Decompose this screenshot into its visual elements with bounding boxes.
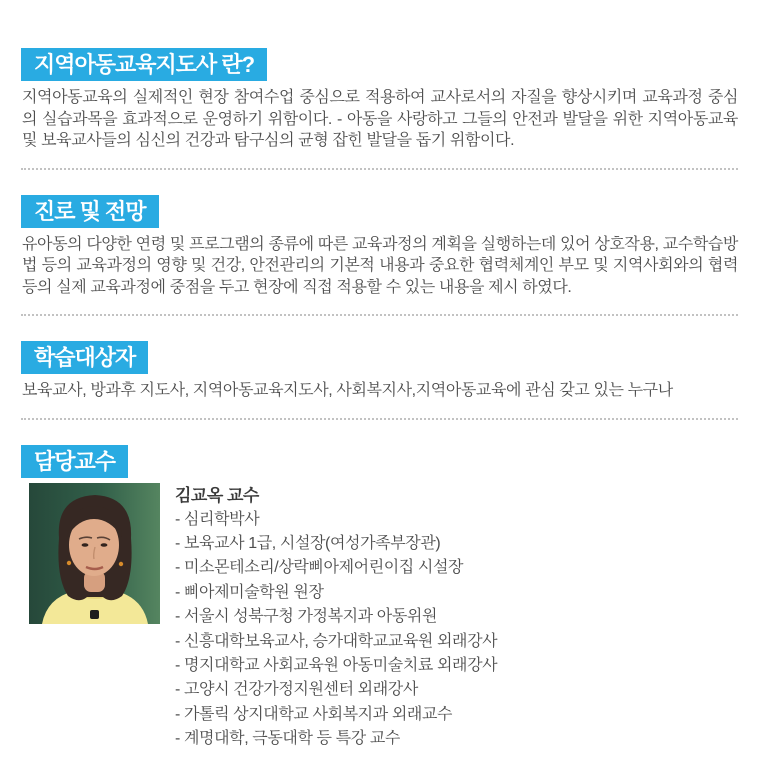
professor-profile	[29, 483, 738, 752]
section-title-course-intro: 지역아동교육지도사 란?	[21, 48, 267, 81]
section-body-target-learners: 보육교사, 방과후 지도사, 지역아동교육지도사, 사회복지사,지역아동교육에 관심 갖고 있는 누구나	[22, 382, 673, 399]
credential-item: - 심리학박사	[175, 510, 260, 528]
section-target-learners	[21, 341, 738, 420]
credential-item: - 서울시 성북구청 가정복지과 아동위원	[175, 608, 438, 626]
dotted-divider	[21, 418, 738, 420]
dotted-divider	[21, 168, 738, 170]
professor-info	[175, 483, 497, 752]
section-title-career-outlook: 진로 및 전망	[21, 195, 159, 228]
credential-item: - 계명대학, 극동대학 등 특강 교수	[175, 730, 400, 748]
professor-photo	[29, 483, 160, 624]
credential-item: - 보육교사 1급, 시설장(여성가족부장관)	[175, 534, 441, 552]
section-title-target-learners: 학습대상자	[21, 341, 148, 374]
credential-item: - 삐아제미술학원 원장	[175, 583, 324, 601]
professor-credential-list	[175, 508, 497, 752]
professor-name: 김교옥 교수	[175, 485, 259, 505]
credential-item: - 미소몬테소리/상락삐아제어린이집 시설장	[175, 559, 464, 577]
credential-item: - 신흥대학보육교사, 승가대학교교육원 외래강사	[175, 632, 498, 650]
section-body-course-intro: 지역아동교육의 실제적인 현장 참여수업 중심으로 적용하여 교사로서의 자질을 향상시키며 교육과정 중심의 실습과목을 효과적으로 운영하기 위함이다. - 아동을 사랑하고 그들의 안전과 발달을 위한 지역아동교육 및 보육교사들의 심신의 건강과 탐구심의 균형 잡힌 발달을 돕기 위함이다.	[22, 89, 738, 149]
section-body-career-outlook: 유아동의 다양한 연령 및 프로그램의 종류에 따른 교육과정의 계획을 실행하는데 있어 상호작용, 교수학습방법 등의 교육과정의 영향 및 건강, 안전관리의 기본적 내용과 중요한 협력체계인 부모 및 지역사회와의 협력 등의 실제 교육과정에 중점을 두고 현장에 직접 적용할 수 있는 내용을 제시 하였다.	[22, 235, 738, 296]
dotted-divider	[21, 314, 738, 316]
credential-item: - 명지대학교 사회교육원 아동미술치료 외래강사	[175, 656, 498, 674]
credential-item: - 가톨릭 상지대학교 사회복지과 외래교수	[175, 705, 453, 723]
section-title-professor: 담당교수	[21, 445, 128, 478]
section-professor	[21, 445, 738, 752]
professor-portrait-illustration	[29, 483, 160, 624]
section-career-outlook	[21, 195, 738, 317]
section-course-intro	[21, 48, 738, 170]
credential-item: - 고양시 건강가정지원센터 외래강사	[175, 681, 418, 699]
